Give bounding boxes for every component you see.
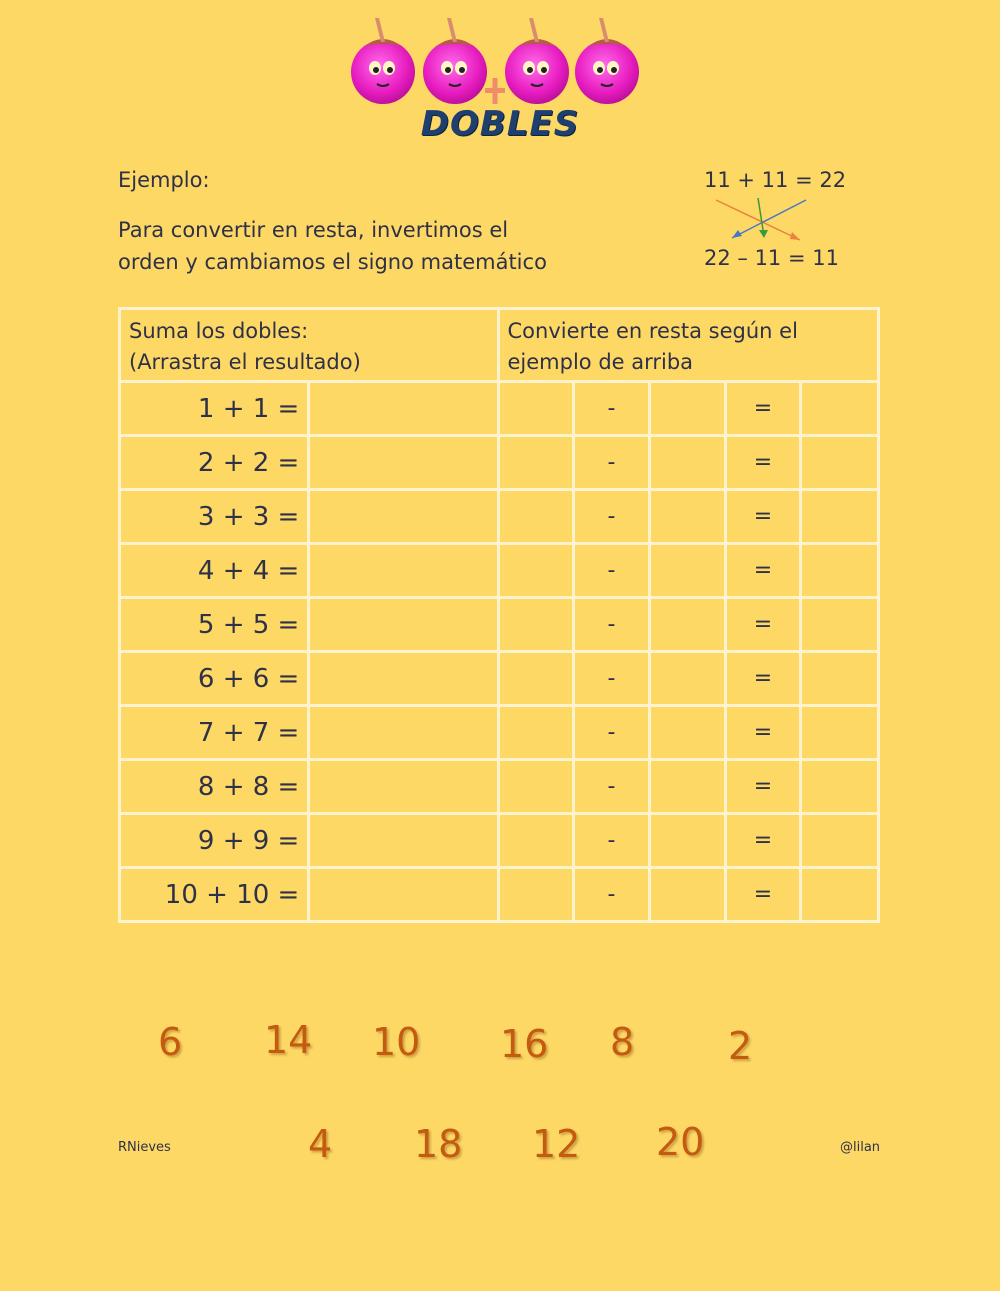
sub-result-input[interactable] (801, 490, 879, 544)
artist-credit: @lilan (840, 1140, 881, 1155)
sum-expression: 7 + 7 = (120, 706, 309, 760)
sub-subtrahend-input[interactable] (649, 544, 725, 598)
header-convert-subtraction (498, 309, 879, 382)
minus-sign: - (574, 652, 650, 706)
sum-answer-dropzone[interactable] (309, 436, 498, 490)
answer-tile[interactable]: 4 (308, 1122, 333, 1166)
sum-answer-dropzone[interactable] (309, 652, 498, 706)
minus-sign: - (574, 382, 650, 436)
sub-subtrahend-input[interactable] (649, 598, 725, 652)
table-row (120, 490, 879, 544)
equals-sign: = (725, 814, 801, 868)
minus-sign: - (574, 598, 650, 652)
sum-expression: 4 + 4 = (120, 544, 309, 598)
equals-sign: = (725, 652, 801, 706)
answer-tile[interactable]: 18 (414, 1122, 463, 1166)
sum-answer-dropzone[interactable] (309, 814, 498, 868)
table-row (120, 814, 879, 868)
sum-answer-dropzone[interactable] (309, 544, 498, 598)
sub-minuend-input[interactable] (498, 382, 574, 436)
equals-sign: = (725, 544, 801, 598)
answer-tile[interactable]: 14 (264, 1018, 313, 1062)
sub-result-input[interactable] (801, 544, 879, 598)
sub-subtrahend-input[interactable] (649, 814, 725, 868)
sum-expression: 1 + 1 = (120, 382, 309, 436)
sub-minuend-input[interactable] (498, 652, 574, 706)
instruction-text (118, 214, 598, 278)
table-row (120, 868, 879, 922)
sum-answer-dropzone[interactable] (309, 382, 498, 436)
answer-tile[interactable]: 2 (728, 1024, 753, 1068)
header-right-line-2: ejemplo de arriba (507, 350, 694, 374)
example-sub-equation: 22 – 11 = 11 (704, 246, 839, 270)
header-left-line-2: (Arrastra el resultado) (129, 350, 361, 374)
table-row (120, 382, 879, 436)
answer-tile[interactable]: 10 (372, 1020, 421, 1064)
instruction-line-2: orden y cambiamos el signo matemático (118, 250, 547, 274)
sub-minuend-input[interactable] (498, 544, 574, 598)
example-label: Ejemplo: (118, 168, 210, 192)
table-row (120, 706, 879, 760)
table-row (120, 760, 879, 814)
exercise-table (118, 307, 880, 923)
sum-expression: 6 + 6 = (120, 652, 309, 706)
minus-sign: - (574, 436, 650, 490)
table-row (120, 436, 879, 490)
fruit-character-4-icon (575, 18, 639, 104)
plus-icon (485, 78, 505, 104)
sub-minuend-input[interactable] (498, 490, 574, 544)
sub-result-input[interactable] (801, 598, 879, 652)
equals-sign: = (725, 868, 801, 922)
equals-sign: = (725, 490, 801, 544)
sub-subtrahend-input[interactable] (649, 652, 725, 706)
sub-subtrahend-input[interactable] (649, 490, 725, 544)
answer-tile[interactable]: 16 (500, 1022, 549, 1066)
sum-expression: 9 + 9 = (120, 814, 309, 868)
sub-result-input[interactable] (801, 868, 879, 922)
minus-sign: - (574, 760, 650, 814)
minus-sign: - (574, 706, 650, 760)
sub-minuend-input[interactable] (498, 760, 574, 814)
sub-result-input[interactable] (801, 382, 879, 436)
table-row (120, 598, 879, 652)
answer-tile[interactable]: 20 (656, 1120, 705, 1164)
sum-answer-dropzone[interactable] (309, 868, 498, 922)
sum-expression: 5 + 5 = (120, 598, 309, 652)
sub-result-input[interactable] (801, 706, 879, 760)
minus-sign: - (574, 868, 650, 922)
sum-answer-dropzone[interactable] (309, 490, 498, 544)
example-sum-equation: 11 + 11 = 22 (704, 168, 847, 192)
fruit-character-1-icon (351, 18, 415, 104)
sum-answer-dropzone[interactable] (309, 706, 498, 760)
sub-result-input[interactable] (801, 760, 879, 814)
sub-minuend-input[interactable] (498, 706, 574, 760)
equals-sign: = (725, 598, 801, 652)
header-sum-doubles (120, 309, 499, 382)
table-row (120, 652, 879, 706)
sub-minuend-input[interactable] (498, 868, 574, 922)
sum-expression: 10 + 10 = (120, 868, 309, 922)
sum-expression: 8 + 8 = (120, 760, 309, 814)
equals-sign: = (725, 436, 801, 490)
minus-sign: - (574, 490, 650, 544)
sub-subtrahend-input[interactable] (649, 706, 725, 760)
author-credit: RNieves (118, 1140, 171, 1155)
sub-result-input[interactable] (801, 652, 879, 706)
answer-tile[interactable]: 6 (158, 1020, 183, 1064)
header-left-line-1: Suma los dobles: (129, 319, 309, 343)
sub-subtrahend-input[interactable] (649, 436, 725, 490)
sum-expression: 2 + 2 = (120, 436, 309, 490)
page-title: DOBLES (420, 104, 580, 144)
sub-result-input[interactable] (801, 814, 879, 868)
instruction-line-1: Para convertir en resta, invertimos el (118, 218, 509, 242)
sum-expression: 3 + 3 = (120, 490, 309, 544)
equals-sign: = (725, 760, 801, 814)
minus-sign: - (574, 814, 650, 868)
sum-answer-dropzone[interactable] (309, 760, 498, 814)
fruit-character-2-icon (423, 18, 487, 104)
header-right-line-1: Convierte en resta según el (507, 319, 798, 343)
swap-arrows-icon (700, 192, 830, 252)
answer-tile[interactable]: 8 (610, 1020, 635, 1064)
fruit-character-3-icon (505, 18, 569, 104)
equals-sign: = (725, 706, 801, 760)
sub-subtrahend-input[interactable] (649, 868, 725, 922)
sub-result-input[interactable] (801, 436, 879, 490)
equals-sign: = (725, 382, 801, 436)
sub-minuend-input[interactable] (498, 436, 574, 490)
sub-minuend-input[interactable] (498, 598, 574, 652)
sub-minuend-input[interactable] (498, 814, 574, 868)
table-row (120, 544, 879, 598)
minus-sign: - (574, 544, 650, 598)
sub-subtrahend-input[interactable] (649, 760, 725, 814)
answer-tile[interactable]: 12 (532, 1122, 581, 1166)
sum-answer-dropzone[interactable] (309, 598, 498, 652)
sub-subtrahend-input[interactable] (649, 382, 725, 436)
